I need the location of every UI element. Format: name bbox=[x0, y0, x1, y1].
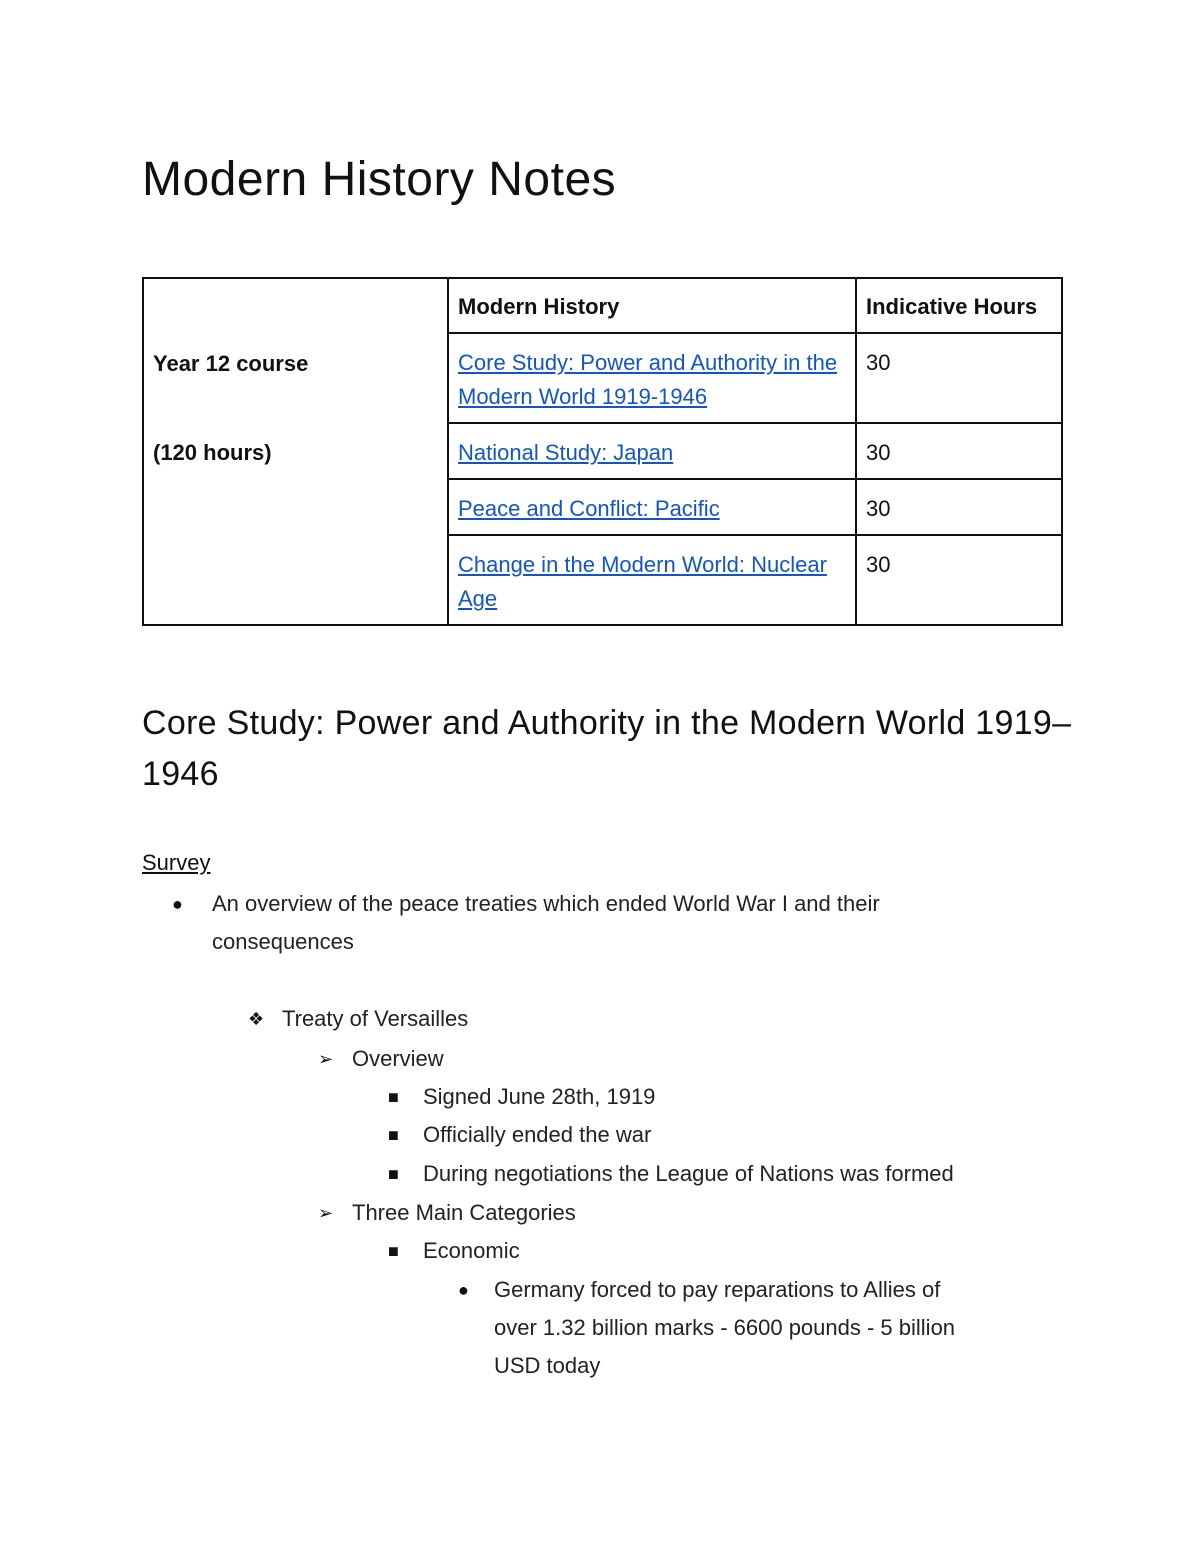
list-item-continuation: USD today bbox=[494, 1353, 601, 1378]
hours-cell: 30 bbox=[856, 333, 1062, 423]
bullet-dot-icon: ● bbox=[172, 894, 183, 914]
list-item: Germany forced to pay reparations to Allies of bbox=[494, 1277, 941, 1302]
peace-conflict-link[interactable]: Peace and Conflict: Pacific bbox=[458, 496, 720, 521]
section-heading: Core Study: Power and Authority in the Modern World 1919–1946 bbox=[142, 704, 1072, 793]
year-course-label: Year 12 course bbox=[153, 351, 309, 376]
list-item-continuation: over 1.32 billion marks - 6600 pounds - 5 billion bbox=[494, 1315, 956, 1340]
indicative-hours-header: Indicative Hours bbox=[856, 278, 1062, 333]
list-item: An overview of the peace treaties which ended World War I and their bbox=[212, 891, 880, 916]
table-header-row bbox=[143, 278, 1062, 333]
hours-cell: 30 bbox=[856, 479, 1062, 535]
list-item-continuation: consequences bbox=[212, 929, 354, 954]
square-bullet-icon: ■ bbox=[388, 1241, 399, 1261]
list-item: During negotiations the League of Nations was formed bbox=[423, 1161, 954, 1186]
list-item: Three Main Categories bbox=[352, 1200, 576, 1225]
square-bullet-icon: ■ bbox=[388, 1087, 399, 1107]
change-modern-world-link[interactable]: Change in the Modern World: Nuclear Age bbox=[458, 552, 827, 611]
modern-history-header: Modern History bbox=[448, 278, 856, 333]
list-item: Economic bbox=[423, 1238, 520, 1263]
national-study-link[interactable]: National Study: Japan bbox=[458, 440, 674, 465]
square-bullet-icon: ■ bbox=[388, 1125, 399, 1145]
course-hours-label: (120 hours) bbox=[153, 440, 272, 465]
hours-cell: 30 bbox=[856, 423, 1062, 479]
list-item: Treaty of Versailles bbox=[282, 1006, 469, 1031]
diamond-bullet-icon: ❖ bbox=[248, 1009, 265, 1029]
survey-label: Survey bbox=[142, 850, 211, 875]
year-course-cell bbox=[143, 278, 448, 625]
list-item: Officially ended the war bbox=[423, 1122, 652, 1147]
list-item: Overview bbox=[352, 1046, 444, 1071]
square-bullet-icon: ■ bbox=[388, 1164, 399, 1184]
core-study-link[interactable]: Core Study: Power and Authority in the Modern World 1919-1946 bbox=[458, 350, 838, 409]
course-table bbox=[142, 277, 1063, 626]
arrow-bullet-icon: ➢ bbox=[318, 1203, 334, 1223]
bullet-dot-icon: ● bbox=[458, 1280, 469, 1300]
list-item: Signed June 28th, 1919 bbox=[423, 1084, 656, 1109]
hours-cell: 30 bbox=[856, 535, 1062, 625]
page-title: Modern History Notes bbox=[142, 153, 617, 206]
arrow-bullet-icon: ➢ bbox=[318, 1049, 334, 1069]
